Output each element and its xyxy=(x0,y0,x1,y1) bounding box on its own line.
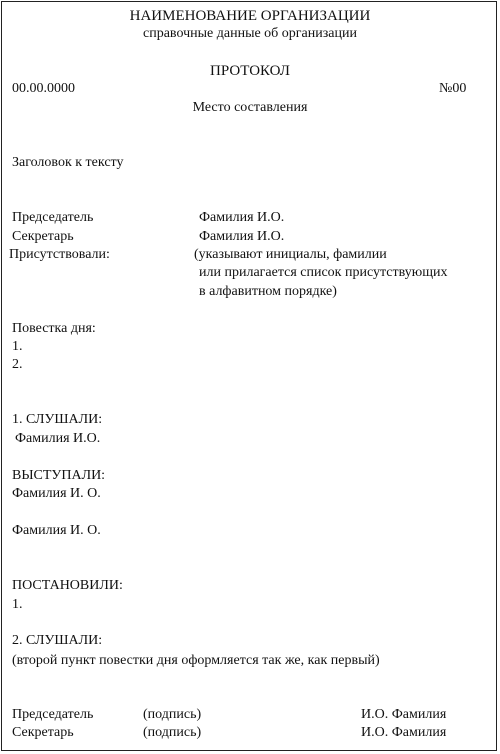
signature-placeholder: (подпись) xyxy=(143,707,202,722)
document-type: ПРОТОКОЛ xyxy=(210,63,290,79)
agenda-title: Повестка дня: xyxy=(12,321,96,336)
present-label: Присутствовали: xyxy=(9,247,110,262)
document-date: 00.00.0000 xyxy=(12,81,75,96)
secretary-label: Секретарь xyxy=(12,229,74,244)
item1-speaker: Фамилия И. О. xyxy=(12,486,101,501)
item1-heard-label: 1. СЛУШАЛИ: xyxy=(12,412,103,427)
item1-resolved-item: 1. xyxy=(12,597,23,612)
agenda-item: 1. xyxy=(12,339,23,354)
present-note-line: (указывают инициалы, фамилии xyxy=(194,247,387,262)
signature-name: И.О. Фамилия xyxy=(361,707,447,722)
signature-placeholder: (подпись) xyxy=(143,725,202,740)
item2-note: (второй пункт повестки дня оформляется так же, как первый) xyxy=(12,653,380,668)
item1-speaker: Фамилия И. О. xyxy=(12,523,101,538)
present-note-line: в алфавитном порядке) xyxy=(199,284,337,299)
item1-spoke-label: ВЫСТУПАЛИ: xyxy=(12,468,106,483)
item1-resolved-label: ПОСТАНОВИЛИ: xyxy=(12,578,123,593)
text-heading: Заголовок к тексту xyxy=(12,155,124,170)
document-number: №00 xyxy=(439,81,467,96)
document-place: Место составления xyxy=(192,100,308,115)
item1-heard-name: Фамилия И.О. xyxy=(15,431,101,446)
item2-heard-label: 2. СЛУШАЛИ: xyxy=(12,633,103,648)
signature-role: Секретарь xyxy=(12,725,74,740)
present-note-line: или прилагается список присутствующих xyxy=(199,265,448,280)
signature-name: И.О. Фамилия xyxy=(361,725,447,740)
chairman-label: Председатель xyxy=(12,210,94,225)
chairman-name: Фамилия И.О. xyxy=(199,210,285,225)
organization-name: НАИМЕНОВАНИЕ ОРГАНИЗАЦИИ xyxy=(129,8,371,24)
organization-details: справочные данные об организации xyxy=(143,26,357,41)
agenda-item: 2. xyxy=(12,357,23,372)
secretary-name: Фамилия И.О. xyxy=(199,229,285,244)
signature-role: Председатель xyxy=(12,707,94,722)
